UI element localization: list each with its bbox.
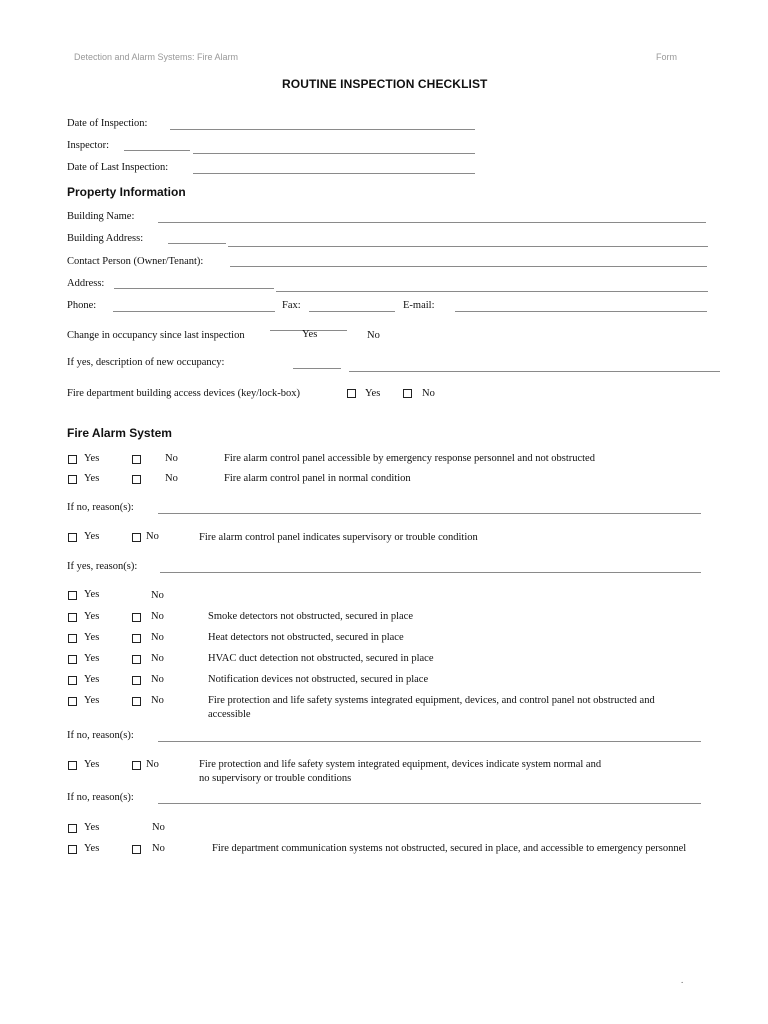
row1-yes-checkbox[interactable] <box>68 455 77 464</box>
row2-yes-label: Yes <box>84 473 100 484</box>
row12-no-label: No <box>152 843 165 854</box>
row2-no-label: No <box>165 473 178 484</box>
access-no-label: No <box>422 388 435 399</box>
row7-yes-label: Yes <box>84 653 100 664</box>
row7-yes-checkbox[interactable] <box>68 655 77 664</box>
building-address-label: Building Address: <box>67 233 144 244</box>
email-field[interactable] <box>455 311 707 312</box>
row7-text: HVAC duct detection not obstructed, secured in place <box>208 653 434 664</box>
row3-yes-checkbox[interactable] <box>68 533 77 542</box>
row10-no-label: No <box>146 759 159 770</box>
row1-no-checkbox[interactable] <box>132 455 141 464</box>
row6-yes-label: Yes <box>84 632 100 643</box>
row6-yes-checkbox[interactable] <box>68 634 77 643</box>
row9-text-line2: accessible <box>208 709 251 720</box>
row1-no-label: No <box>165 453 178 464</box>
row9-text-line1: Fire protection and life safety systems integrated equipment, devices, and control panel not obstructed and <box>208 695 655 706</box>
row5-text: Smoke detectors not obstructed, secured in place <box>208 611 413 622</box>
page-title: ROUTINE INSPECTION CHECKLIST <box>282 77 488 91</box>
row4-yes-label: Yes <box>84 589 100 600</box>
row3-no-checkbox[interactable] <box>132 533 141 542</box>
building-address-field[interactable] <box>228 246 708 247</box>
reason4-field[interactable] <box>158 803 701 804</box>
access-no-checkbox[interactable] <box>403 389 412 398</box>
inspector-label: Inspector: <box>67 140 109 151</box>
reason2-label: If yes, reason(s): <box>67 561 138 572</box>
access-yes-label: Yes <box>365 388 381 399</box>
row12-yes-checkbox[interactable] <box>68 845 77 854</box>
phone-label: Phone: <box>67 300 97 311</box>
inspector-field-short[interactable] <box>124 150 190 151</box>
row8-no-checkbox[interactable] <box>132 676 141 685</box>
row6-no-checkbox[interactable] <box>132 634 141 643</box>
contact-person-field[interactable] <box>230 266 707 267</box>
row1-text: Fire alarm control panel accessible by emergency response personnel and not obstructed <box>224 453 595 464</box>
change-occupancy-label: Change in occupancy since last inspection <box>67 330 245 341</box>
row7-no-checkbox[interactable] <box>132 655 141 664</box>
footer-mark: . <box>681 975 684 985</box>
building-address-field-short[interactable] <box>168 243 226 244</box>
row9-yes-checkbox[interactable] <box>68 697 77 706</box>
row11-yes-label: Yes <box>84 822 100 833</box>
row3-no-label: No <box>146 531 159 542</box>
row7-no-label: No <box>151 653 164 664</box>
row11-yes-checkbox[interactable] <box>68 824 77 833</box>
row5-yes-label: Yes <box>84 611 100 622</box>
row10-yes-checkbox[interactable] <box>68 761 77 770</box>
address-field-short[interactable] <box>114 288 274 289</box>
row2-no-checkbox[interactable] <box>132 475 141 484</box>
phone-field[interactable] <box>113 311 275 312</box>
row5-yes-checkbox[interactable] <box>68 613 77 622</box>
row5-no-label: No <box>151 611 164 622</box>
row12-yes-label: Yes <box>84 843 100 854</box>
row11-no-label: No <box>152 822 165 833</box>
header-right-text: Form <box>656 52 677 62</box>
date-of-inspection-label: Date of Inspection: <box>67 118 148 129</box>
date-of-inspection-field[interactable] <box>170 129 475 130</box>
reason3-field[interactable] <box>158 741 701 742</box>
building-name-label: Building Name: <box>67 211 135 222</box>
row9-no-label: No <box>151 695 164 706</box>
new-occupancy-field-short[interactable] <box>293 368 341 369</box>
reason1-label: If no, reason(s): <box>67 502 134 513</box>
row4-yes-checkbox[interactable] <box>68 591 77 600</box>
last-inspection-field[interactable] <box>193 173 475 174</box>
row1-yes-label: Yes <box>84 453 100 464</box>
row10-text-line1: Fire protection and life safety system integrated equipment, devices indicate system normal and <box>199 759 602 770</box>
address-field[interactable] <box>276 291 708 292</box>
email-label: E-mail: <box>403 300 435 311</box>
reason1-field[interactable] <box>158 513 701 514</box>
row6-text: Heat detectors not obstructed, secured in place <box>208 632 404 643</box>
row6-no-label: No <box>151 632 164 643</box>
address-label: Address: <box>67 278 105 289</box>
row3-text: Fire alarm control panel indicates supervisory or trouble condition <box>199 532 478 543</box>
reason3-label: If no, reason(s): <box>67 730 134 741</box>
new-occupancy-field[interactable] <box>349 371 720 372</box>
fax-field[interactable] <box>309 311 395 312</box>
fax-label: Fax: <box>282 300 301 311</box>
change-occupancy-no[interactable]: No <box>367 330 380 341</box>
reason2-field[interactable] <box>160 572 701 573</box>
row8-yes-label: Yes <box>84 674 100 685</box>
row4-no-label: No <box>151 590 164 601</box>
change-occupancy-yes[interactable]: Yes <box>302 329 318 340</box>
row2-yes-checkbox[interactable] <box>68 475 77 484</box>
row3-yes-label: Yes <box>84 531 100 542</box>
row8-text: Notification devices not obstructed, secured in place <box>208 674 429 685</box>
row8-no-label: No <box>151 674 164 685</box>
building-name-field[interactable] <box>158 222 706 223</box>
row10-no-checkbox[interactable] <box>132 761 141 770</box>
row12-no-checkbox[interactable] <box>132 845 141 854</box>
row9-yes-label: Yes <box>84 695 100 706</box>
row10-text-line2: no supervisory or trouble conditions <box>199 773 352 784</box>
access-yes-checkbox[interactable] <box>347 389 356 398</box>
row8-yes-checkbox[interactable] <box>68 676 77 685</box>
reason4-label: If no, reason(s): <box>67 792 134 803</box>
fire-alarm-heading: Fire Alarm System <box>67 426 172 440</box>
row10-yes-label: Yes <box>84 759 100 770</box>
last-inspection-label: Date of Last Inspection: <box>67 162 169 173</box>
new-occupancy-label: If yes, description of new occupancy: <box>67 357 225 368</box>
inspector-field[interactable] <box>193 153 475 154</box>
header-left-text: Detection and Alarm Systems: Fire Alarm <box>74 52 239 62</box>
property-information-heading: Property Information <box>67 185 186 199</box>
row12-text: Fire department communication systems not obstructed, secured in place, and accessible to emergency personnel <box>212 843 687 854</box>
access-devices-label: Fire department building access devices (key/lock-box) <box>67 388 300 399</box>
row5-no-checkbox[interactable] <box>132 613 141 622</box>
contact-person-label: Contact Person (Owner/Tenant): <box>67 256 204 267</box>
row2-text: Fire alarm control panel in normal condition <box>224 473 411 484</box>
row9-no-checkbox[interactable] <box>132 697 141 706</box>
